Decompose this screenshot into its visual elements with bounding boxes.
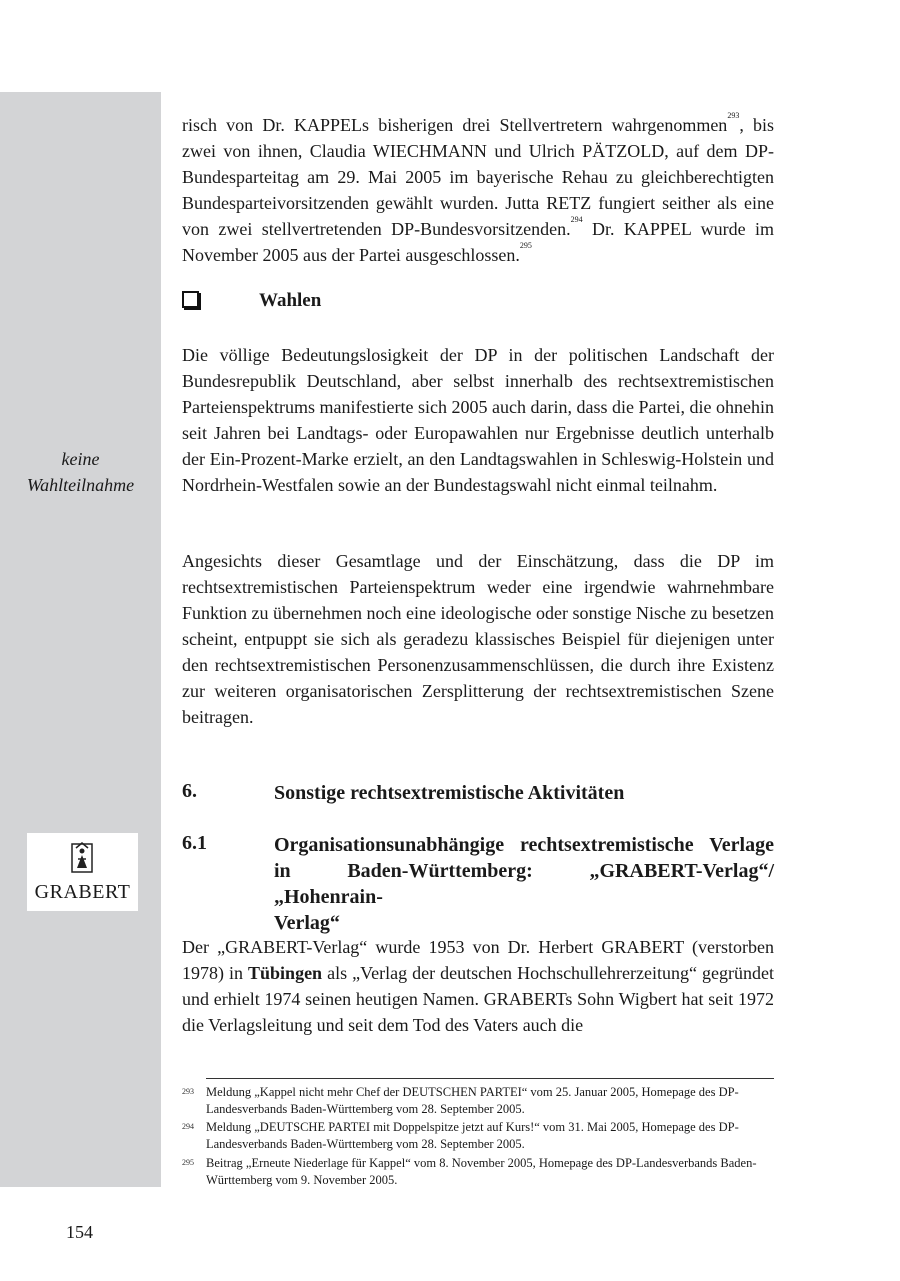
footnote-text: Meldung „Kappel nicht mehr Chef der DEUTSCHEN PARTEI“ vom 25. Januar 2005, Homepage des DP-Landesverbands Baden-Württemberg vom 28. September 2005. bbox=[206, 1085, 739, 1116]
footnote-text: Meldung „DEUTSCHE PARTEI mit Doppelspitze jetzt auf Kurs!“ vom 31. Mai 2005, Homepage des DP-Landesverbands Baden-Württemberg vom 28. September 2005. bbox=[206, 1120, 739, 1151]
section-6-1-title-line3: Verlag“ bbox=[274, 912, 340, 934]
grabert-text-a: Der „GRABERT-Verlag“ wurde 1953 von Dr. Herbert GRABERT (verstorben 1978) in bbox=[182, 937, 774, 983]
coat-of-arms-icon bbox=[70, 838, 94, 878]
footnote-number: 295 bbox=[182, 1158, 194, 1167]
margin-note-line1: keine bbox=[61, 449, 100, 469]
page-number: 154 bbox=[66, 1222, 93, 1242]
footnote-number: 294 bbox=[182, 1122, 194, 1131]
intro-text-2: bis zwei von ihnen, Claudia WIECHMANN und Ulrich PÄTZOLD, auf dem DP-Bundesparteitag am 29. Mai 2005 im bayerische Rehau zu gleichberechtigten Bundesparteivorsitzenden gewählt wurden. Jutta RETZ fungiert seither als eine von zwei stellvertretenden DP-Bundesvorsitzenden. bbox=[182, 115, 775, 239]
footnote-text: Beitrag „Erneute Niederlage für Kappel“ vom 8. November 2005, Homepage des DP-Landesverbands Baden-Württemberg vom 9. November 2005. bbox=[206, 1156, 757, 1187]
grabert-logo bbox=[27, 833, 138, 911]
margin-note bbox=[0, 446, 161, 498]
footnote-ref-295[interactable]: 295 bbox=[519, 241, 532, 250]
section-6-title: Sonstige rechtsextremistische Aktivitäten bbox=[274, 782, 625, 804]
section-6-1-title bbox=[274, 832, 774, 936]
checkbox-bullet-icon bbox=[182, 291, 199, 308]
grabert-paragraph bbox=[182, 934, 774, 1038]
section-6-1-number: 6.1 bbox=[182, 832, 207, 854]
section-6-1-title-line1: Organisationsunabhängige rechtsextremistische Verlage bbox=[274, 834, 774, 856]
section-6-1-title-line2: in Baden-Württemberg: „GRABERT-Verlag“/„Hohenrain- bbox=[274, 860, 774, 908]
footnote-divider bbox=[206, 1078, 774, 1079]
intro-comma: , bbox=[739, 115, 744, 135]
logo-text: GRABERT bbox=[34, 881, 131, 903]
wahlen-paragraph-1: Die völlige Bedeutungslosigkeit der DP in der politischen Landschaft der Bundesrepublik Deutschland, aber selbst innerhalb des rechtsextremistischen Parteienspektrums manifestierte sich 2005 auch darin, dass die Partei, die ohnehin seit Jahren bei Landtags- oder Europawahlen nur Ergebnisse deutlich unterhalb der Ein-Prozent-Marke erzielt, an den Landtagswahlen in Schleswig-Holstein und Nordrhein-Westfalen sowie an der Bundestagswahl nicht einmal teilnahm. bbox=[182, 345, 774, 495]
intro-text-1: risch von Dr. KAPPELs bisherigen drei Stellvertretern wahrgenommen bbox=[182, 115, 728, 135]
footnote-number: 293 bbox=[182, 1087, 194, 1096]
grabert-text-b: als „Verlag der deutschen Hochschullehrerzeitung“ gegründet und erhielt 1974 seinen heutigen Namen. GRABERTs Sohn Wigbert hat seit 1972 die Verlagsleitung und seit dem Tod des Vaters auch die bbox=[182, 963, 774, 1035]
intro-text-3: Dr. KAPPEL wurde im November 2005 aus der Partei ausgeschlossen. bbox=[182, 219, 775, 265]
footnote-ref-294[interactable]: 294 bbox=[570, 215, 583, 224]
wahlen-heading: Wahlen bbox=[259, 290, 322, 311]
section-6-number: 6. bbox=[182, 780, 197, 802]
wahlen-paragraph-2: Angesichts dieser Gesamtlage und der Einschätzung, dass die DP im rechtsextremistischen Parteienspektrum weder eine irgendwie wahrnehmbare Funktion zu übernehmen noch eine ideologische oder sonstige Nische zu besetzen scheint, entpuppt sie sich als geradezu klassisches Beispiel für diejenigen unter den rechtsextremistischen Personenzusammenschlüssen, die durch ihre Existenz zur weiteren organisatorischen Zersplitterung der rechtsextremistischen Szene beitragen. bbox=[182, 551, 774, 727]
intro-paragraph bbox=[182, 112, 774, 268]
footnote-ref-293[interactable]: 293 bbox=[727, 111, 740, 120]
margin-sidebar bbox=[0, 92, 161, 1187]
location-tuebingen: Tübingen bbox=[248, 963, 323, 983]
margin-note-line2: Wahlteilnahme bbox=[26, 475, 135, 495]
